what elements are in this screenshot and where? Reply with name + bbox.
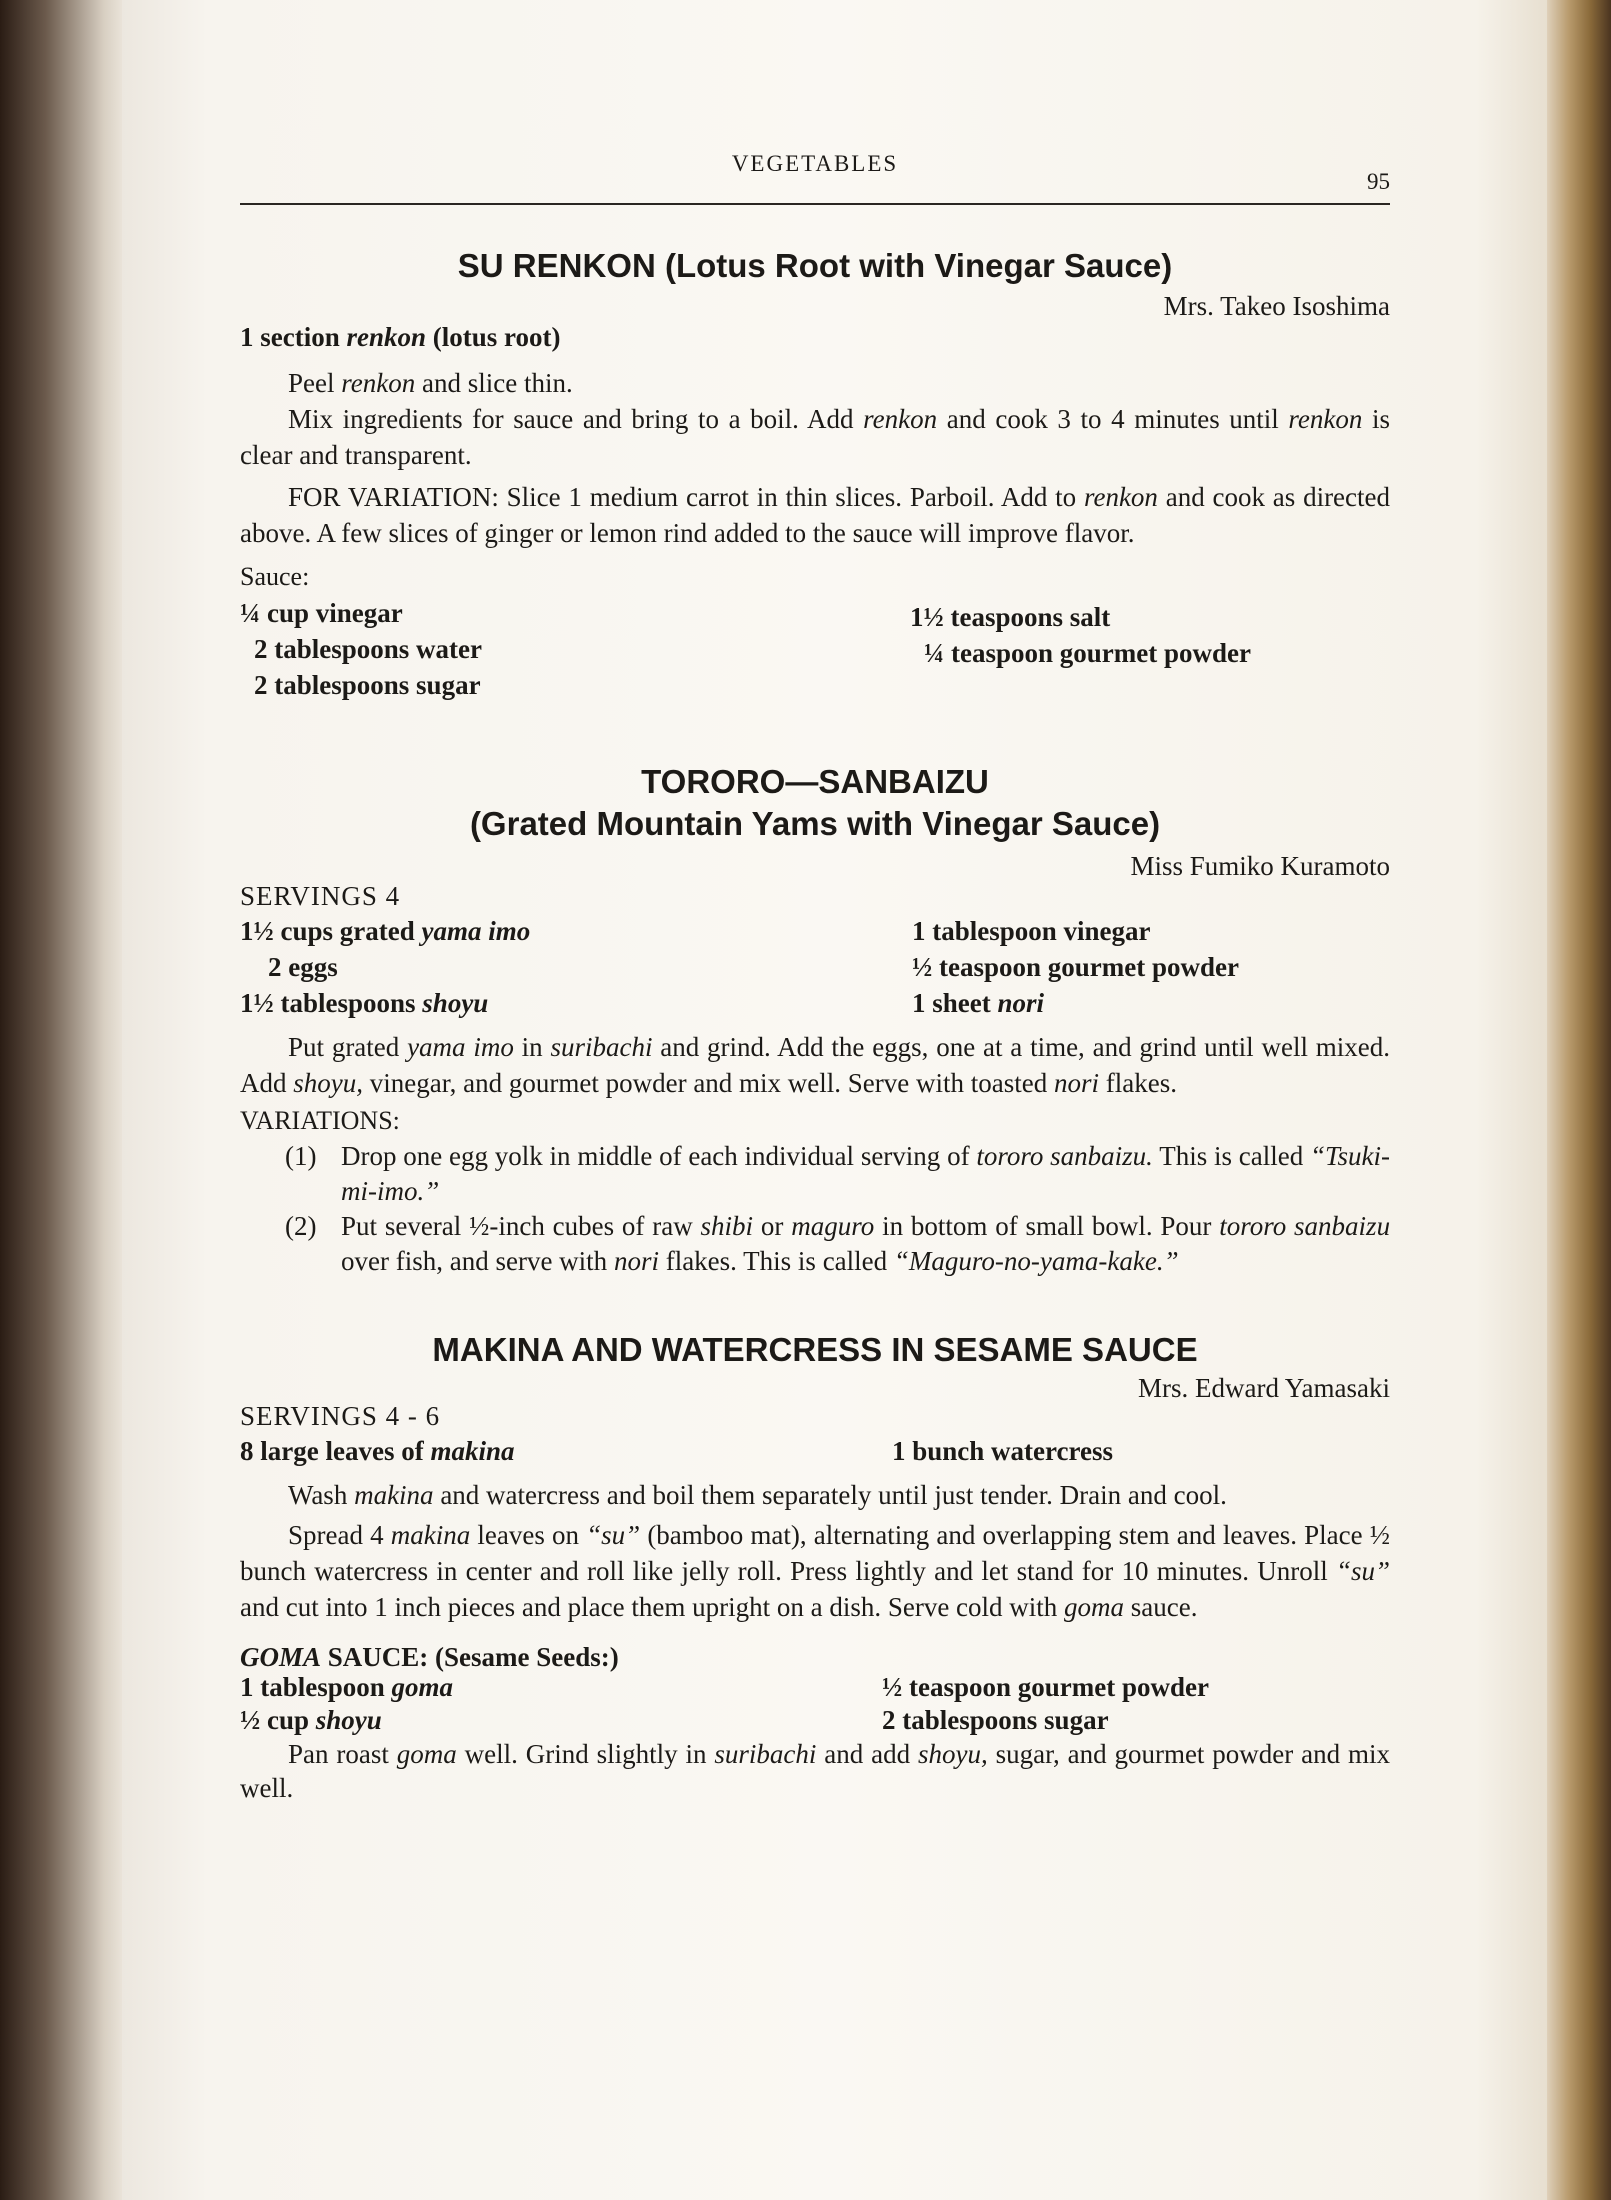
term: yama imo — [421, 916, 531, 946]
text: This is called — [1159, 1141, 1304, 1171]
text: and slice thin. — [421, 368, 573, 398]
ingredients-right — [892, 1433, 1390, 1469]
amount: 1½ tablespoons — [240, 988, 416, 1018]
amount: 1 tablespoon — [240, 1672, 385, 1702]
text: (bamboo mat), alternating and overlapping stem and leaves. Place ½ bunch watercress in center and roll like jelly roll. Press lightly and let stand for 10 minutes. Unroll — [240, 1520, 1391, 1586]
term: makina — [354, 1480, 434, 1510]
sauce-ingredient: 2 tablespoons water — [254, 634, 482, 664]
term: yama imo — [407, 1032, 514, 1062]
recipe-attribution: Miss Fumiko Kuramoto — [1130, 851, 1390, 881]
text: and watercress and boil them separately until just tender. Drain and cool. — [440, 1480, 1227, 1510]
text: Spread 4 — [288, 1520, 384, 1550]
text: Put several ½-inch cubes of raw — [341, 1211, 693, 1241]
recipe-subtitle: (Grated Mountain Yams with Vinegar Sauce) — [469, 805, 1161, 842]
sauce-column-right — [910, 599, 1390, 703]
ingredient — [240, 985, 530, 1021]
step-paragraph — [240, 365, 1390, 401]
term: nori — [613, 1246, 659, 1276]
term: nori — [1054, 1068, 1100, 1098]
term: nori — [997, 988, 1045, 1018]
text: and cut into 1 inch pieces and place them upright on a dish. Serve cold with — [240, 1592, 1058, 1622]
step-paragraph — [240, 1737, 1390, 1805]
ingredient: 2 eggs — [268, 952, 338, 982]
recipe-title: TORORO—SANBAIZU — [641, 763, 989, 800]
term: shoyu — [315, 1705, 382, 1735]
sauce-ingredient: 1½ teaspoons salt — [910, 602, 1111, 632]
goma-sauce-label — [240, 1639, 1390, 1675]
term: “Maguro-no-yama-kake.” — [893, 1246, 1179, 1276]
text: Mix ingredients for sauce and bring to a boil. Add — [288, 404, 854, 434]
term: goma — [391, 1672, 454, 1702]
book-page-edges — [1541, 0, 1611, 2200]
text: over fish, and serve with — [341, 1246, 608, 1276]
servings: SERVINGS 4 — [240, 881, 401, 911]
recipe-attribution: Mrs. Edward Yamasaki — [1138, 1373, 1390, 1403]
text: vinegar, and gourmet powder and mix well. Serve with toasted — [369, 1068, 1048, 1098]
term: renkon — [341, 368, 416, 398]
recipe-tororo-sanbaizu — [240, 761, 1390, 1279]
ingredients — [240, 1433, 1390, 1469]
sauce-column-left — [240, 595, 482, 703]
text: and cook as directed above. A few slices of ginger or lemon rind added to the sauce will improve flavor. — [240, 482, 1391, 548]
ingredients — [240, 913, 1390, 1021]
term: renkon — [863, 404, 938, 434]
term: “su” — [586, 1520, 641, 1550]
ingredient-note: (lotus root) — [432, 322, 561, 352]
term: “Tsuki-mi-imo.” — [341, 1141, 1391, 1206]
variation-number: (2) — [285, 1211, 317, 1241]
amount: 8 large leaves of — [240, 1436, 424, 1466]
ingredient — [240, 1704, 453, 1737]
text: Peel — [288, 368, 335, 398]
text: well. Grind slightly in — [464, 1739, 707, 1769]
term: shibi — [700, 1211, 754, 1241]
text: Drop one egg yolk in middle of each individual serving of — [341, 1141, 970, 1171]
ingredient-name: renkon — [346, 322, 427, 352]
text: or — [760, 1211, 784, 1241]
term: GOMA — [240, 1642, 322, 1672]
servings: SERVINGS 4 - 6 — [240, 1401, 441, 1431]
term: goma — [1064, 1592, 1125, 1622]
text: flakes. — [1105, 1068, 1177, 1098]
amount: 1½ cups grated — [240, 916, 415, 946]
ingredient: ½ teaspoon gourmet powder — [912, 952, 1239, 982]
term: goma — [396, 1739, 457, 1769]
text: in bottom of small bowl. Pour — [882, 1211, 1212, 1241]
text: and cook 3 to 4 minutes until — [946, 404, 1279, 434]
variation-number: (1) — [285, 1141, 317, 1171]
running-head — [240, 145, 1390, 205]
text: Put grated — [288, 1032, 400, 1062]
term: renkon — [1288, 404, 1363, 434]
text: Pan roast — [288, 1739, 389, 1769]
page-content — [240, 145, 1390, 1805]
text: flakes. This is called — [665, 1246, 888, 1276]
ingredient — [912, 985, 1390, 1021]
running-title: VEGETABLES — [731, 151, 899, 176]
text: sugar, and gourmet powder and mix well. — [240, 1739, 1391, 1803]
variation-item — [285, 1209, 1390, 1279]
step-paragraph — [240, 401, 1390, 473]
ingredients-right — [912, 913, 1390, 1021]
sauce-ingredient: ¼ cup vinegar — [240, 598, 403, 628]
ingredient: ½ teaspoon gourmet powder — [882, 1672, 1209, 1702]
ingredient: 1 tablespoon vinegar — [912, 916, 1151, 946]
recipe-makina-watercress — [240, 1329, 1390, 1805]
term: renkon — [1083, 482, 1158, 512]
ingredient — [240, 913, 530, 949]
step-paragraph — [240, 1477, 1390, 1513]
text: and grind. Add the eggs, one at a time, and grind until well mixed. Add — [240, 1032, 1390, 1098]
sauce-ingredient: 2 tablespoons sugar — [254, 670, 481, 700]
text: in — [521, 1032, 543, 1062]
ingredients-left — [240, 1433, 514, 1469]
sauce-label: Sauce: — [240, 562, 310, 591]
ingredient-line — [240, 319, 1390, 355]
goma-column-right — [882, 1671, 1390, 1737]
term: shoyu, — [917, 1739, 988, 1769]
term: makina — [430, 1436, 515, 1466]
term: “su” — [1335, 1556, 1390, 1586]
term: shoyu, — [293, 1068, 363, 1098]
ingredient — [240, 1433, 514, 1469]
step-paragraph — [240, 1517, 1390, 1625]
term: suribachi — [714, 1739, 817, 1769]
page-number: 95 — [1367, 169, 1390, 194]
term: shoyu — [422, 988, 489, 1018]
goma-column-left — [240, 1671, 453, 1737]
book-spine-shadow — [0, 0, 130, 2200]
term: makina — [390, 1520, 471, 1550]
term: suribachi — [550, 1032, 653, 1062]
recipe-su-renkon — [240, 245, 1390, 703]
text: leaves on — [477, 1520, 579, 1550]
variation-text — [341, 1139, 1390, 1209]
text: and add — [824, 1739, 911, 1769]
term: tororo sanbaizu — [1219, 1211, 1391, 1241]
amount: 1 sheet — [912, 988, 991, 1018]
amount: ½ cup — [240, 1705, 310, 1735]
ingredients-left — [240, 913, 530, 1021]
text: FOR VARIATION: Slice 1 medium carrot in thin slices. Parboil. Add to — [288, 482, 1077, 512]
sauce-ingredients — [240, 595, 1390, 703]
term: tororo sanbaizu. — [976, 1141, 1153, 1171]
recipe-title: MAKINA AND WATERCRESS IN SESAME SAUCE — [432, 1331, 1198, 1368]
step-paragraph — [240, 1029, 1390, 1101]
text: sauce. — [1130, 1592, 1198, 1622]
recipe-title: SU RENKON (Lotus Root with Vinegar Sauce) — [457, 247, 1173, 284]
recipe-attribution: Mrs. Takeo Isoshima — [1163, 291, 1390, 321]
variation-item — [285, 1139, 1390, 1209]
sauce-ingredient: ¼ teaspoon gourmet powder — [924, 638, 1251, 668]
ingredient-amount: 1 section — [240, 322, 340, 352]
goma-ingredients — [240, 1671, 1390, 1737]
term: maguro — [791, 1211, 875, 1241]
variation-paragraph — [240, 479, 1390, 551]
ingredient: 1 bunch watercress — [892, 1436, 1113, 1466]
variations-label: VARIATIONS: — [240, 1106, 400, 1135]
text: is clear and transparent. — [240, 404, 1391, 470]
variation-text — [341, 1209, 1390, 1279]
ingredient — [240, 1671, 453, 1704]
text: SAUCE: (Sesame Seeds:) — [327, 1642, 619, 1672]
book-page — [122, 0, 1547, 2200]
text: Wash — [288, 1480, 348, 1510]
ingredient: 2 tablespoons sugar — [882, 1705, 1109, 1735]
